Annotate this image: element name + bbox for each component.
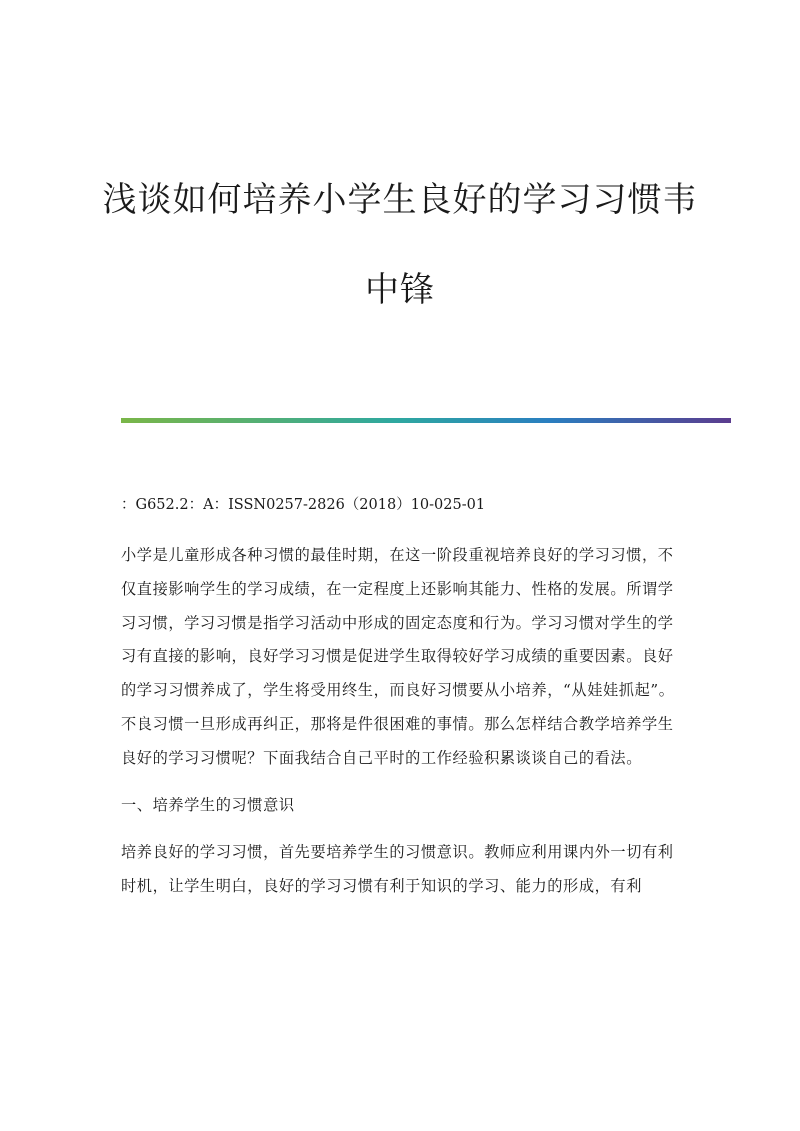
classification-metadata: ：G652.2：A：ISSN0257-2826（2018）10-025-01: [121, 497, 486, 513]
document-title-line-2: 中锋: [365, 270, 435, 310]
title-divider: [121, 418, 731, 423]
section-1-paragraph: 培养良好的学习习惯，首先要培养学生的习惯意识。教师应利用课内外一切有利时机，让学生明白，良好的学习习惯有利于知识的学习、能力的形成，有利: [121, 843, 674, 896]
section-heading-1: 一、培养学生的习惯意识: [121, 795, 295, 814]
document-title-line-1: 浅谈如何培养小学生良好的学习习惯韦: [102, 180, 698, 220]
intro-paragraph: 小学是儿童形成各种习惯的最佳时期，在这一阶段重视培养良好的学习习惯，不仅直接影响学生的学习成绩，在一定程度上还影响其能力、性格的发展。所谓学习习惯，学习习惯是指学习活动中形成的固定态度和行为。学习习惯对学生的学习有直接的影响，良好学习习惯是促进学生取得较好学习成绩的重要因素。良好的学习习惯养成了，学生将受用终生，而良好习惯要从小培养，“从娃娃抓起”。不良习惯一旦形成再纠正，那将是件很困难的事情。那么怎样结合教学培养学生良好的学习习惯呢？下面我结合自己平时的工作经验积累谈谈自己的看法。: [121, 546, 675, 767]
document-body: [121, 539, 681, 904]
title-block: [0, 176, 800, 314]
